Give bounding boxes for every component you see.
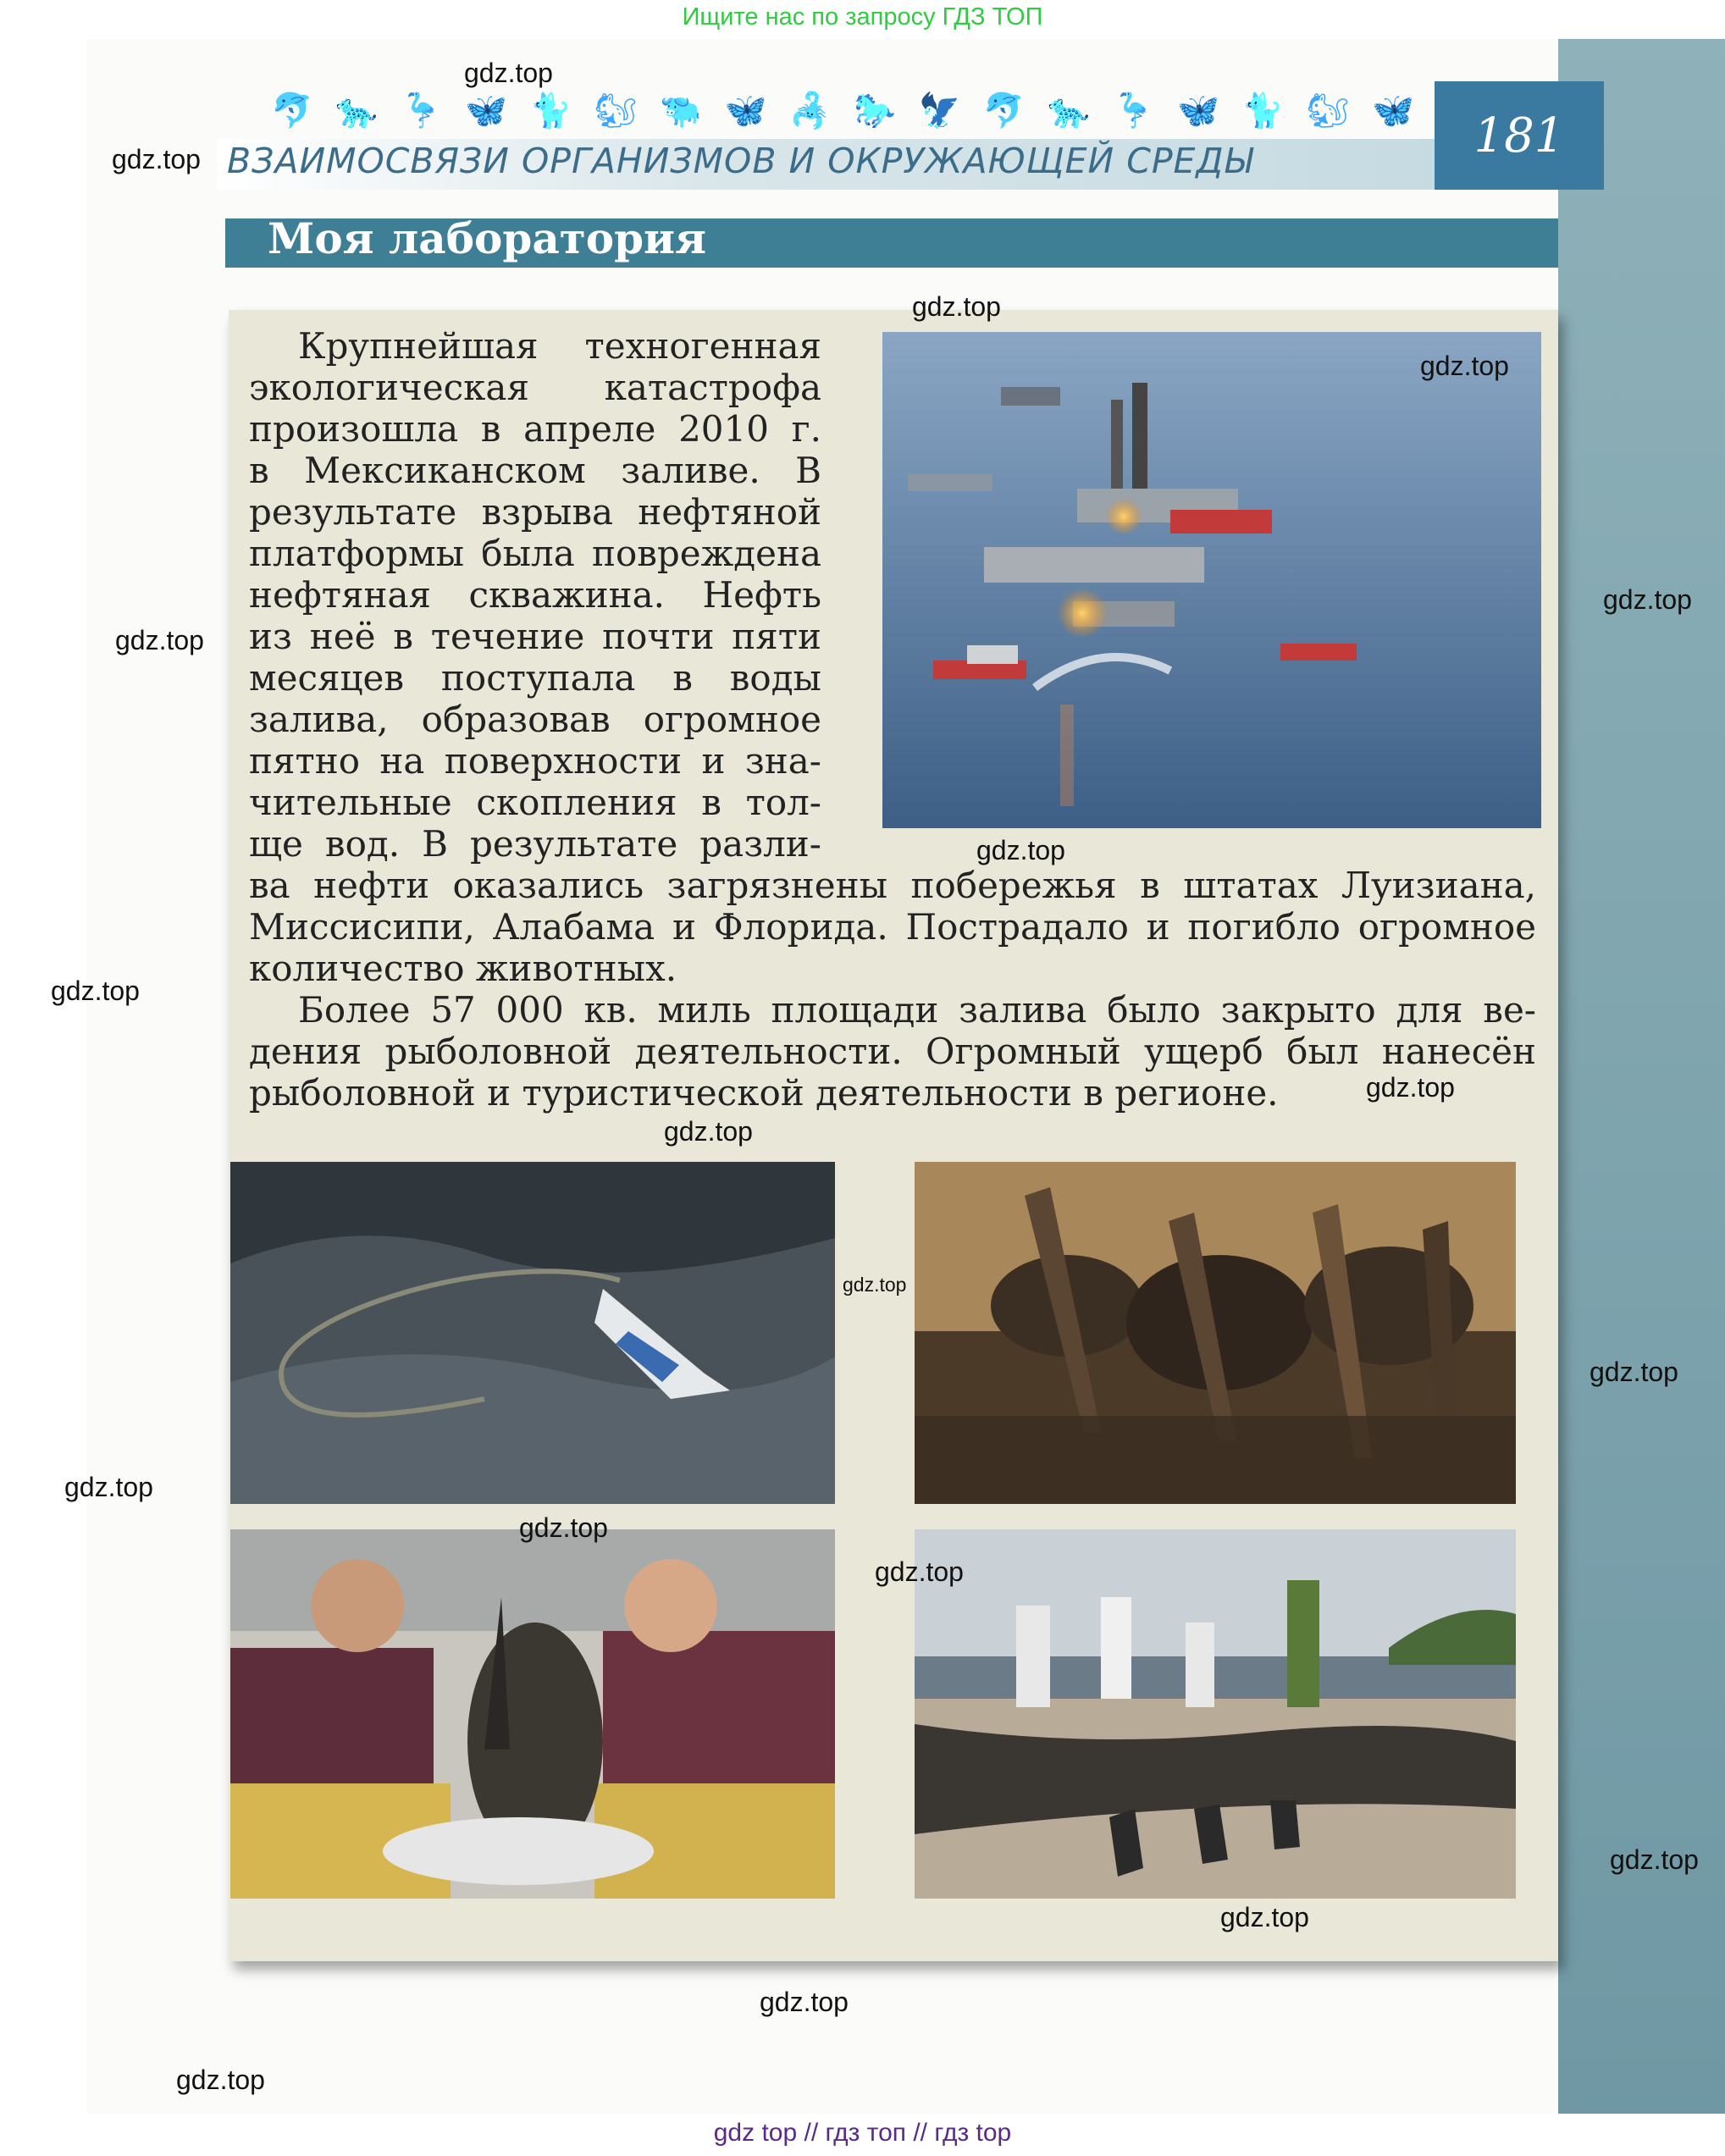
text-line: чительные скопления в тол-: [249, 782, 821, 823]
animal-icon: 🦅: [918, 91, 961, 130]
watermark: gdz.top: [875, 1556, 964, 1587]
text-line: платформы была повреждена: [249, 533, 821, 574]
ship-oil-spill-photo: [230, 1162, 835, 1504]
watermark: gdz.top: [1590, 1357, 1678, 1387]
watermark: gdz.top: [1220, 1902, 1309, 1932]
watermark: gdz.top: [1366, 1072, 1455, 1103]
animal-icon: 🐈: [529, 91, 572, 130]
text-line: ва нефти оказались загрязнены побережья в штатах Луизиана,: [249, 865, 1536, 906]
animal-icon-strip: [271, 88, 1414, 132]
animal-icon: 🐬: [982, 91, 1026, 130]
text-line: Более 57 000 кв. миль площади залива было закрыто для ве-: [298, 989, 1536, 1031]
animal-icon: 🐆: [1048, 91, 1091, 130]
animal-icon: 🐆: [335, 91, 379, 130]
text-line: количество животных.: [249, 948, 677, 989]
watermark: gdz.top: [1610, 1844, 1699, 1875]
text-line: Миссисипи, Алабама и Флорида. Пострадало и погибло огромное: [249, 906, 1536, 948]
section-title: Моя лаборатория: [268, 213, 707, 263]
text-line: дения рыболовной деятельности. Огромный ущерб был нанесён: [249, 1031, 1536, 1072]
animal-icon: 🐿: [594, 91, 638, 130]
text-line: ще вод. В результате разли-: [249, 823, 821, 865]
watermark: gdz.top: [664, 1116, 753, 1147]
watermark: gdz.top: [843, 1274, 907, 1296]
animal-icon: 🦂: [788, 91, 832, 130]
text-line: залива, образовав огромное: [249, 699, 821, 740]
animal-icon: 🦋: [1177, 91, 1219, 130]
watermark: gdz.top: [912, 291, 1001, 322]
text-line: экологическая катастрофа: [249, 367, 821, 408]
text-line: результате взрыва нефтяной: [249, 491, 821, 533]
watermark: gdz.top: [519, 1512, 608, 1543]
oiled-pelicans-photo: [915, 1162, 1516, 1504]
top-search-link[interactable]: Ищите нас по запросу ГДЗ ТОП: [682, 3, 1043, 30]
chapter-title: ВЗАИМОСВЯЗИ ОРГАНИЗМОВ И ОКРУЖАЮЩЕЙ СРЕДЫ: [227, 141, 1254, 181]
watermark: gdz.top: [112, 144, 201, 174]
cleaning-pelican-photo: [230, 1529, 835, 1899]
page-edge-strip: [1558, 39, 1725, 2114]
watermark: gdz.top: [115, 625, 204, 655]
beach-cleanup-photo: [915, 1529, 1516, 1899]
text-line: пятно на поверхности и зна-: [249, 740, 821, 782]
animal-icon: 🐈: [1241, 91, 1285, 130]
text-line: рыболовной и туристической деятельности в регионе.: [249, 1072, 1279, 1114]
animal-icon: 🐿: [1306, 91, 1350, 130]
text-line: месяцев поступала в воды: [249, 657, 821, 699]
text-line: из неё в течение почти пяти: [249, 616, 821, 657]
page-number: 181: [1435, 81, 1604, 190]
text-line: в Мексиканском заливе. В: [249, 450, 821, 491]
animal-icon: 🐬: [271, 91, 313, 130]
watermark: gdz.top: [976, 835, 1065, 865]
text-line: произошла в апреле 2010 г.: [249, 408, 821, 450]
watermark: gdz.top: [464, 58, 553, 88]
animal-icon: 🦩: [400, 91, 443, 130]
animal-icon: 🐎: [854, 91, 897, 130]
text-line: Крупнейшая техногенная: [298, 325, 821, 367]
watermark: gdz.top: [1420, 351, 1509, 381]
watermark: gdz.top: [176, 2065, 265, 2095]
text-line: нефтяная скважина. Нефть: [249, 574, 821, 616]
watermark: gdz.top: [760, 1987, 849, 2017]
animal-icon: 🦩: [1112, 91, 1155, 130]
animal-icon: 🦋: [465, 91, 507, 130]
bottom-links[interactable]: gdz top // гдз топ // гдз top: [713, 2119, 1012, 2147]
animal-icon: 🦋: [724, 91, 767, 130]
animal-icon: 🦋: [1372, 91, 1414, 130]
animal-icon: 🐃: [660, 91, 702, 130]
watermark: gdz.top: [1603, 584, 1692, 615]
oil-platform-photo: [882, 332, 1541, 828]
watermark: gdz.top: [64, 1472, 153, 1502]
watermark: gdz.top: [51, 976, 140, 1006]
